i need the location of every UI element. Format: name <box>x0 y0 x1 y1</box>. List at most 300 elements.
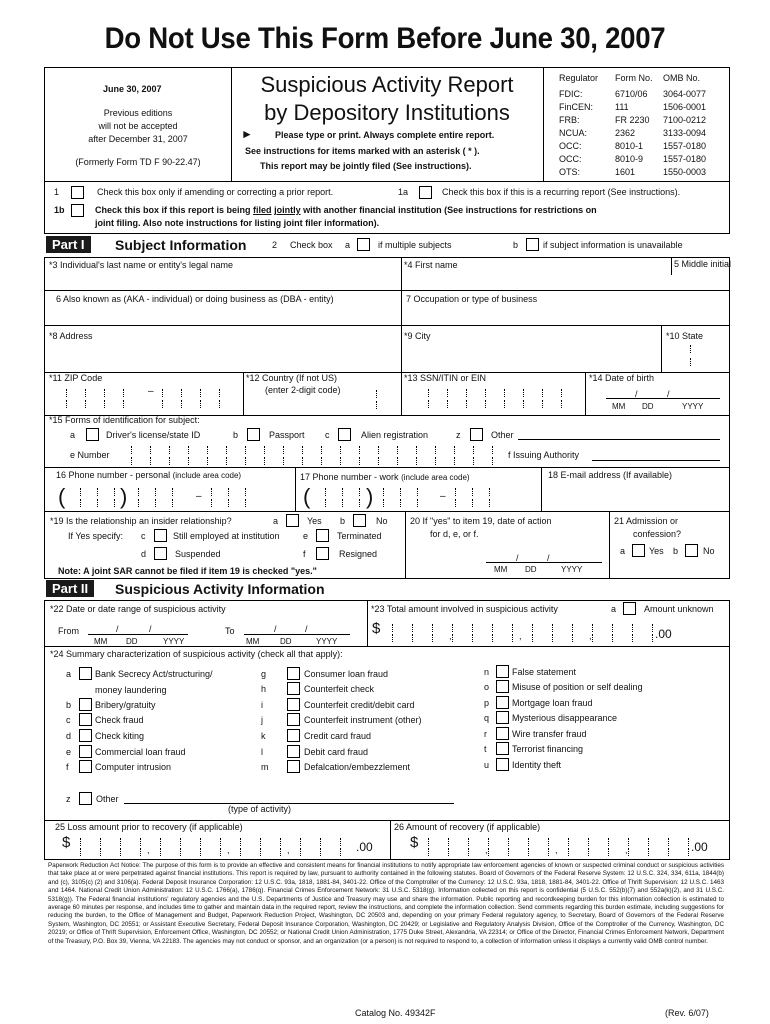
activity-checkbox-e[interactable] <box>79 745 92 758</box>
activity-label-j: Counterfeit instrument (other) <box>304 715 422 725</box>
header-formerly: (Formerly Form TD F 90-22.47) <box>75 157 201 167</box>
q23-cents: .00 <box>655 627 672 641</box>
q2a-text: if multiple subjects <box>378 240 452 250</box>
other-activity-input[interactable] <box>124 790 454 803</box>
idnum-tick-11-1 <box>340 457 341 465</box>
idnum-tick-10-1 <box>321 457 322 465</box>
field-5-label: 5 Middle initial <box>674 259 732 269</box>
to-yyyy: YYYY <box>316 637 338 646</box>
zip-tick-5-0 <box>181 389 182 397</box>
idnum-tick-6-1 <box>245 457 246 465</box>
item-1-text: Check this box only if amending or correcting a prior report. <box>97 187 334 197</box>
phone16-tick-8-1 <box>245 499 246 507</box>
dob-yyyy: YYYY <box>682 402 704 411</box>
q2b-text: if subject information is unavailable <box>543 240 683 250</box>
phone16-dash: – <box>196 491 202 502</box>
q25-cents: .00 <box>356 840 373 854</box>
header-prev3: after December 31, 2007 <box>88 134 188 144</box>
regulator-row-5-col-2: 1557-0180 <box>663 154 707 164</box>
activity-label-b: Bribery/gratuity <box>95 700 156 710</box>
q19-a-letter: a <box>273 516 279 526</box>
from-label: From <box>58 626 79 636</box>
activity-label-l: Debit card fraud <box>304 747 369 757</box>
field-19-label: *19 Is the relationship an insider relationship? <box>50 516 232 526</box>
phone16-open-paren: ( <box>58 484 66 509</box>
phone17-open-paren: ( <box>303 484 311 509</box>
q19-no-checkbox[interactable] <box>353 514 366 527</box>
activity-checkbox-m[interactable] <box>287 760 300 773</box>
q19-no-text: No <box>376 516 388 526</box>
form-title-2: by Depository Institutions <box>264 100 510 125</box>
instruction-2: See instructions for items marked with an asterisk ( * ). <box>245 146 480 156</box>
phone16-tick-0-0 <box>80 488 81 496</box>
field-3-input[interactable] <box>48 272 398 288</box>
idnum-tick-10-0 <box>321 446 322 454</box>
phone16-tick-5-0 <box>172 488 173 496</box>
regulator-row-0-col-1: 6710/06 <box>615 89 648 99</box>
zip-tick-3-0 <box>123 389 124 397</box>
activity-checkbox-g[interactable] <box>287 667 300 680</box>
col3-letter-p: p <box>484 698 490 708</box>
activity-checkbox-c[interactable] <box>79 713 92 726</box>
phone16-tick-8-0 <box>245 488 246 496</box>
activity-checkbox-h[interactable] <box>287 682 300 695</box>
amt23-tick-13-0 <box>652 624 653 632</box>
other-z-letter: z <box>66 794 71 804</box>
activity-checkbox-t[interactable] <box>496 742 509 755</box>
field-16-label: 16 Phone number - personal (include area code) <box>56 470 242 480</box>
activity-label-o: Misuse of position or self dealing <box>512 682 643 692</box>
regulator-row-2-col-1: FR 2230 <box>615 115 650 125</box>
field-25-label: 25 Loss amount prior to recovery (if applicable) <box>55 822 243 832</box>
phone17-close-paren: ) <box>366 484 374 509</box>
idnum-tick-17-1 <box>454 457 455 465</box>
phone16-tick-5-1 <box>172 499 173 507</box>
id-other-input[interactable] <box>518 426 720 439</box>
zip-tick-3-1 <box>123 400 124 408</box>
activity-checkbox-k[interactable] <box>287 729 300 742</box>
id-z-checkbox[interactable] <box>470 428 483 441</box>
idnum-tick-7-0 <box>264 446 265 454</box>
q21-yes-text: Yes <box>649 546 664 556</box>
banner-title: Do Not Use This Form Before June 30, 2007 <box>104 22 666 55</box>
ssn-tick-0-0 <box>428 389 429 397</box>
q19-employed-text: Still employed at institution <box>173 531 280 541</box>
item-1a-number: 1a <box>398 187 409 197</box>
q19-ifyes: If Yes specify: <box>68 531 124 541</box>
field-14-label: *14 Date of birth <box>589 373 655 383</box>
regulator-row-4-col-1: 8010-1 <box>615 141 644 151</box>
joint-sar-note: Note: A joint SAR cannot be filed if item 19 is checked "yes." <box>58 566 317 576</box>
q19-terminated-text: Terminated <box>337 531 382 541</box>
activity-label-g: Consumer loan fraud <box>304 669 389 679</box>
field-11-label: *11 ZIP Code <box>49 373 103 383</box>
idnum-tick-18-0 <box>473 446 474 454</box>
ssn-tick-4-0 <box>504 389 505 397</box>
amount-comma-7: , <box>555 845 558 855</box>
zip-tick-0-1 <box>66 400 67 408</box>
from-yyyy: YYYY <box>163 637 185 646</box>
q26-cents: .00 <box>691 840 708 854</box>
dob-slash-2: / <box>667 389 670 399</box>
activity-checkbox-o[interactable] <box>496 680 509 693</box>
ssn-tick-3-0 <box>485 389 486 397</box>
activity-label-q: Mysterious disappearance <box>512 713 618 723</box>
amount-comma-3: , <box>147 845 150 855</box>
phone16-tick-6-1 <box>211 499 212 507</box>
form-title-1: Suspicious Activity Report <box>260 72 514 97</box>
part1-label: Part I <box>46 236 91 253</box>
phone16-tick-3-0 <box>138 488 139 496</box>
id-c-text: Alien registration <box>361 430 429 440</box>
activity-checkbox-l[interactable] <box>287 745 300 758</box>
phone17-tick-0-1 <box>325 499 326 507</box>
field-10-label: *10 State <box>666 331 704 341</box>
activity-label-f: Computer intrusion <box>95 762 172 772</box>
item-1-checkbox[interactable] <box>71 186 84 199</box>
q25-amount-input[interactable] <box>76 834 354 854</box>
activity-label-r: Wire transfer fraud <box>512 729 587 739</box>
phone17-tick-6-0 <box>455 488 456 496</box>
other-activity-checkbox[interactable] <box>79 792 92 805</box>
phone17-tick-8-1 <box>489 499 490 507</box>
ssn-tick-2-0 <box>466 389 467 397</box>
idnum-tick-4-0 <box>207 446 208 454</box>
id-b-text: Passport <box>269 430 305 440</box>
col1-letter-a: a <box>66 669 72 679</box>
field-26-label: 26 Amount of recovery (if applicable) <box>394 822 541 832</box>
email-input[interactable] <box>545 484 723 506</box>
field-7-input[interactable] <box>403 306 723 322</box>
item-1a-text: Check this box if this is a recurring report (See instructions). <box>442 187 681 197</box>
phone16-close-paren: ) <box>120 484 128 509</box>
amount-comma-5: , <box>287 845 290 855</box>
id-a-letter: a <box>70 430 76 440</box>
field-17-label: 17 Phone number - work (include area code) <box>300 472 470 482</box>
zip-tick-1-0 <box>85 389 86 397</box>
activity-checkbox-i[interactable] <box>287 698 300 711</box>
ssn-tick-5-0 <box>523 389 524 397</box>
idnum-tick-2-1 <box>169 457 170 465</box>
idnum-tick-8-0 <box>283 446 284 454</box>
phone17-dash: – <box>440 491 446 502</box>
q19-employed-checkbox[interactable] <box>154 529 167 542</box>
reg-col-omb: OMB No. <box>663 73 701 83</box>
activity-checkbox-f[interactable] <box>79 760 92 773</box>
dob-dd: DD <box>642 402 654 411</box>
idnum-tick-3-1 <box>188 457 189 465</box>
id-b-letter: b <box>233 430 239 440</box>
idnum-tick-9-0 <box>302 446 303 454</box>
from-slash-1: / <box>116 624 119 634</box>
q19-suspended-text: Suspended <box>175 549 221 559</box>
q2-text: Check box <box>290 240 333 250</box>
q21-no-text: No <box>703 546 715 556</box>
ssn-tick-5-1 <box>523 400 524 408</box>
item-1b-number: 1b <box>54 205 65 215</box>
regulator-row-0-col-2: 3064-0077 <box>663 89 707 99</box>
phone16-tick-1-0 <box>97 488 98 496</box>
activity-checkbox-p[interactable] <box>496 696 509 709</box>
regulator-row-2-col-2: 7100-0212 <box>663 115 707 125</box>
q2-number: 2 <box>272 240 278 250</box>
col2-letter-g: g <box>261 669 267 679</box>
activity-checkbox-b[interactable] <box>79 698 92 711</box>
idnum-tick-1-0 <box>150 446 151 454</box>
zip-tick-0-0 <box>66 389 67 397</box>
amount-comma-0: , <box>449 631 452 641</box>
to-dd: DD <box>280 637 292 646</box>
pointer-icon: ► <box>241 127 253 141</box>
idnum-tick-8-1 <box>283 457 284 465</box>
issuing-authority-input[interactable] <box>592 447 720 460</box>
q19-resigned-checkbox[interactable] <box>316 547 329 560</box>
activity-label-e: Commercial loan fraud <box>95 747 186 757</box>
col2-letter-m: m <box>261 762 269 772</box>
id-b-checkbox[interactable] <box>247 428 260 441</box>
q19-yes-checkbox[interactable] <box>286 514 299 527</box>
q19-d-letter: d <box>141 549 147 559</box>
from-slash-2: / <box>149 624 152 634</box>
q2b-checkbox[interactable] <box>526 238 539 251</box>
phone17-tick-3-1 <box>383 499 384 507</box>
q20-slash-2: / <box>547 553 550 563</box>
q19-suspended-checkbox[interactable] <box>154 547 167 560</box>
field-8-label: *8 Address <box>49 331 93 341</box>
field-18-label: 18 E-mail address (If available) <box>548 470 673 480</box>
regulator-row-2-col-0: FRB: <box>559 115 580 125</box>
field-21-sublabel: confession? <box>633 529 682 539</box>
col1-letter-e: e <box>66 747 72 757</box>
activity-checkbox-a[interactable] <box>79 667 92 680</box>
field-12-label: *12 Country (If not US) <box>246 373 338 383</box>
activity-label-d: Check kiting <box>95 731 145 741</box>
zip-tick-2-0 <box>104 389 105 397</box>
regulator-row-1-col-1: 111 <box>615 102 629 112</box>
zip-tick-6-0 <box>200 389 201 397</box>
header-date: June 30, 2007 <box>103 84 162 94</box>
phone17-tick-3-0 <box>383 488 384 496</box>
q23-dollar: $ <box>372 620 381 637</box>
col1-letter-d: d <box>66 731 72 741</box>
regulator-row-0-col-0: FDIC: <box>559 89 583 99</box>
activity-label-t: Terrorist financing <box>512 744 584 754</box>
col3-letter-t: t <box>484 744 487 754</box>
idnum-tick-0-0 <box>131 446 132 454</box>
item-1a-checkbox[interactable] <box>419 186 432 199</box>
q2a-checkbox[interactable] <box>357 238 370 251</box>
from-date-input[interactable] <box>88 621 188 634</box>
phone16-tick-3-1 <box>138 499 139 507</box>
q2b-letter: b <box>513 240 519 250</box>
idnum-tick-4-1 <box>207 457 208 465</box>
revision: (Rev. 6/07) <box>665 1008 709 1018</box>
phone17-tick-7-1 <box>472 499 473 507</box>
activity-checkbox-n[interactable] <box>496 665 509 678</box>
instruction-3: This report may be jointly filed (See instructions). <box>260 161 472 171</box>
col2-letter-j: j <box>261 715 263 725</box>
q20-dd: DD <box>525 565 537 574</box>
activity-checkbox-u[interactable] <box>496 758 509 771</box>
dob-mm: MM <box>612 402 626 411</box>
field-20-sublabel: for d, e, or f. <box>430 529 479 539</box>
q26-dollar: $ <box>410 834 419 851</box>
field-20-label: 20 If "yes" to item 19, date of action <box>410 516 552 526</box>
idnum-tick-17-0 <box>454 446 455 454</box>
part2-title: Suspicious Activity Information <box>115 581 325 597</box>
phone16-tick-7-1 <box>228 499 229 507</box>
amount-comma-8: , <box>625 845 628 855</box>
to-date-input[interactable] <box>244 621 350 634</box>
col3-letter-o: o <box>484 682 490 692</box>
activity-label-a: Bank Secrecy Act/structuring/ <box>95 669 213 679</box>
amount-comma-2: , <box>589 631 592 641</box>
zip-tick-4-0 <box>162 389 163 397</box>
phone17-tick-4-0 <box>400 488 401 496</box>
amount-comma-1: , <box>519 631 522 641</box>
part1-title: Subject Information <box>115 237 247 253</box>
activity-checkbox-q[interactable] <box>496 711 509 724</box>
field-5-input[interactable] <box>672 272 724 288</box>
activity-label-n: False statement <box>512 667 577 677</box>
zip-tick-1-1 <box>85 400 86 408</box>
phone17-tick-7-0 <box>472 488 473 496</box>
idnum-tick-2-0 <box>169 446 170 454</box>
id-a-text: Driver's license/state ID <box>106 430 201 440</box>
zip-dash: – <box>148 386 154 397</box>
field-9-input[interactable] <box>403 344 658 369</box>
regulator-row-5-col-1: 8010-9 <box>615 154 644 164</box>
idnum-tick-3-0 <box>188 446 189 454</box>
part2-label: Part II <box>46 580 94 597</box>
id-c-letter: c <box>325 430 330 440</box>
phone17-tick-2-1 <box>359 499 360 507</box>
header-prev2: will not be accepted <box>98 121 178 131</box>
phone16-tick-2-1 <box>114 499 115 507</box>
ssn-tick-3-1 <box>485 400 486 408</box>
reg-col-form: Form No. <box>615 73 653 83</box>
col2-letter-l: l <box>261 747 263 757</box>
amount-unknown-checkbox[interactable] <box>623 602 636 615</box>
idnum-tick-5-1 <box>226 457 227 465</box>
phone17-tick-4-1 <box>400 499 401 507</box>
q20-mm: MM <box>494 565 508 574</box>
field-13-label: *13 SSN/ITIN or EIN <box>404 373 487 383</box>
zip-tick-6-1 <box>200 400 201 408</box>
field-8-input[interactable] <box>48 344 398 369</box>
activity-label-a-cont: money laundering <box>95 685 167 695</box>
regulator-row-6-col-1: 1601 <box>615 167 636 177</box>
col1-letter-b: b <box>66 700 72 710</box>
amount-comma-6: , <box>485 845 488 855</box>
id-a-checkbox[interactable] <box>86 428 99 441</box>
from-dd: DD <box>126 637 138 646</box>
idnum-tick-1-1 <box>150 457 151 465</box>
q19-b-letter: b <box>340 516 346 526</box>
idnum-tick-19-1 <box>492 457 493 465</box>
q23-a-letter: a <box>611 604 617 614</box>
field-21-label: 21 Admission or <box>614 516 679 526</box>
item-1b-text-2: joint filing. Also note instructions for listing joint filer information). <box>95 218 380 228</box>
ssn-tick-1-1 <box>447 400 448 408</box>
id-c-checkbox[interactable] <box>338 428 351 441</box>
id-z-text: Other <box>491 430 514 440</box>
field-6-input[interactable] <box>48 306 398 322</box>
from-mm: MM <box>94 637 108 646</box>
col3-letter-r: r <box>484 729 487 739</box>
zip-tick-2-1 <box>104 400 105 408</box>
phone17-tick-5-1 <box>417 499 418 507</box>
idnum-tick-13-0 <box>378 446 379 454</box>
ssn-tick-4-1 <box>504 400 505 408</box>
field-23-label: *23 Total amount involved in suspicious activity <box>371 604 558 614</box>
ssn-tick-7-1 <box>561 400 562 408</box>
regulator-row-1-col-0: FinCEN: <box>559 102 594 112</box>
regulator-row-5-col-0: OCC: <box>559 154 582 164</box>
reg-col-regulator: Regulator <box>559 73 599 83</box>
idnum-tick-6-0 <box>245 446 246 454</box>
type-of-activity: (type of activity) <box>228 804 292 814</box>
instruction-1: Please type or print. Always complete entire report. <box>275 130 495 140</box>
item-1b-checkbox[interactable] <box>71 204 84 217</box>
to-slash-2: / <box>305 624 308 634</box>
activity-label-m: Defalcation/embezzlement <box>304 762 411 772</box>
activity-checkbox-r[interactable] <box>496 727 509 740</box>
q21-yes-checkbox[interactable] <box>632 544 645 557</box>
q20-date-input[interactable] <box>486 549 602 562</box>
activity-label-i: Counterfeit credit/debit card <box>304 700 415 710</box>
phone17-tick-5-0 <box>417 488 418 496</box>
id-number-label: e Number <box>70 450 110 460</box>
field-4-input[interactable] <box>403 272 668 288</box>
col2-letter-h: h <box>261 684 267 694</box>
q20-slash-1: / <box>516 553 519 563</box>
activity-checkbox-j[interactable] <box>287 713 300 726</box>
q19-terminated-checkbox[interactable] <box>316 529 329 542</box>
regulator-row-4-col-0: OCC: <box>559 141 582 151</box>
amount-unknown-text: Amount unknown <box>644 604 714 614</box>
q21-no-checkbox[interactable] <box>685 544 698 557</box>
field-24-label: *24 Summary characterization of suspicious activity (check all that apply): <box>50 649 343 659</box>
col2-letter-i: i <box>261 700 263 710</box>
activity-label-h: Counterfeit check <box>304 684 375 694</box>
q19-e-letter: e <box>303 531 309 541</box>
field-15-label: *15 Forms of identification for subject: <box>49 415 200 425</box>
q21-b-letter: b <box>673 546 679 556</box>
dob-input[interactable] <box>606 386 720 398</box>
field-3-label: *3 Individual's last name or entity's legal name <box>49 260 234 270</box>
phone17-tick-1-0 <box>342 488 343 496</box>
idnum-tick-12-1 <box>359 457 360 465</box>
to-label: To <box>225 626 235 636</box>
phone16-tick-0-1 <box>80 499 81 507</box>
idnum-tick-16-0 <box>435 446 436 454</box>
item-1b-text: Check this box if this report is being filed jointly with another financial institution (See instructions for restrictions on <box>95 205 597 215</box>
regulator-row-3-col-1: 2362 <box>615 128 636 138</box>
idnum-tick-14-0 <box>397 446 398 454</box>
col3-letter-u: u <box>484 760 490 770</box>
regulator-row-3-col-0: NCUA: <box>559 128 588 138</box>
col2-letter-k: k <box>261 731 266 741</box>
to-mm: MM <box>246 637 260 646</box>
phone17-tick-8-0 <box>489 488 490 496</box>
ssn-tick-6-1 <box>542 400 543 408</box>
phone16-tick-7-0 <box>228 488 229 496</box>
col1-letter-f: f <box>66 762 69 772</box>
regulator-row-6-col-0: OTS: <box>559 167 581 177</box>
activity-label-p: Mortgage loan fraud <box>512 698 593 708</box>
activity-checkbox-d[interactable] <box>79 729 92 742</box>
